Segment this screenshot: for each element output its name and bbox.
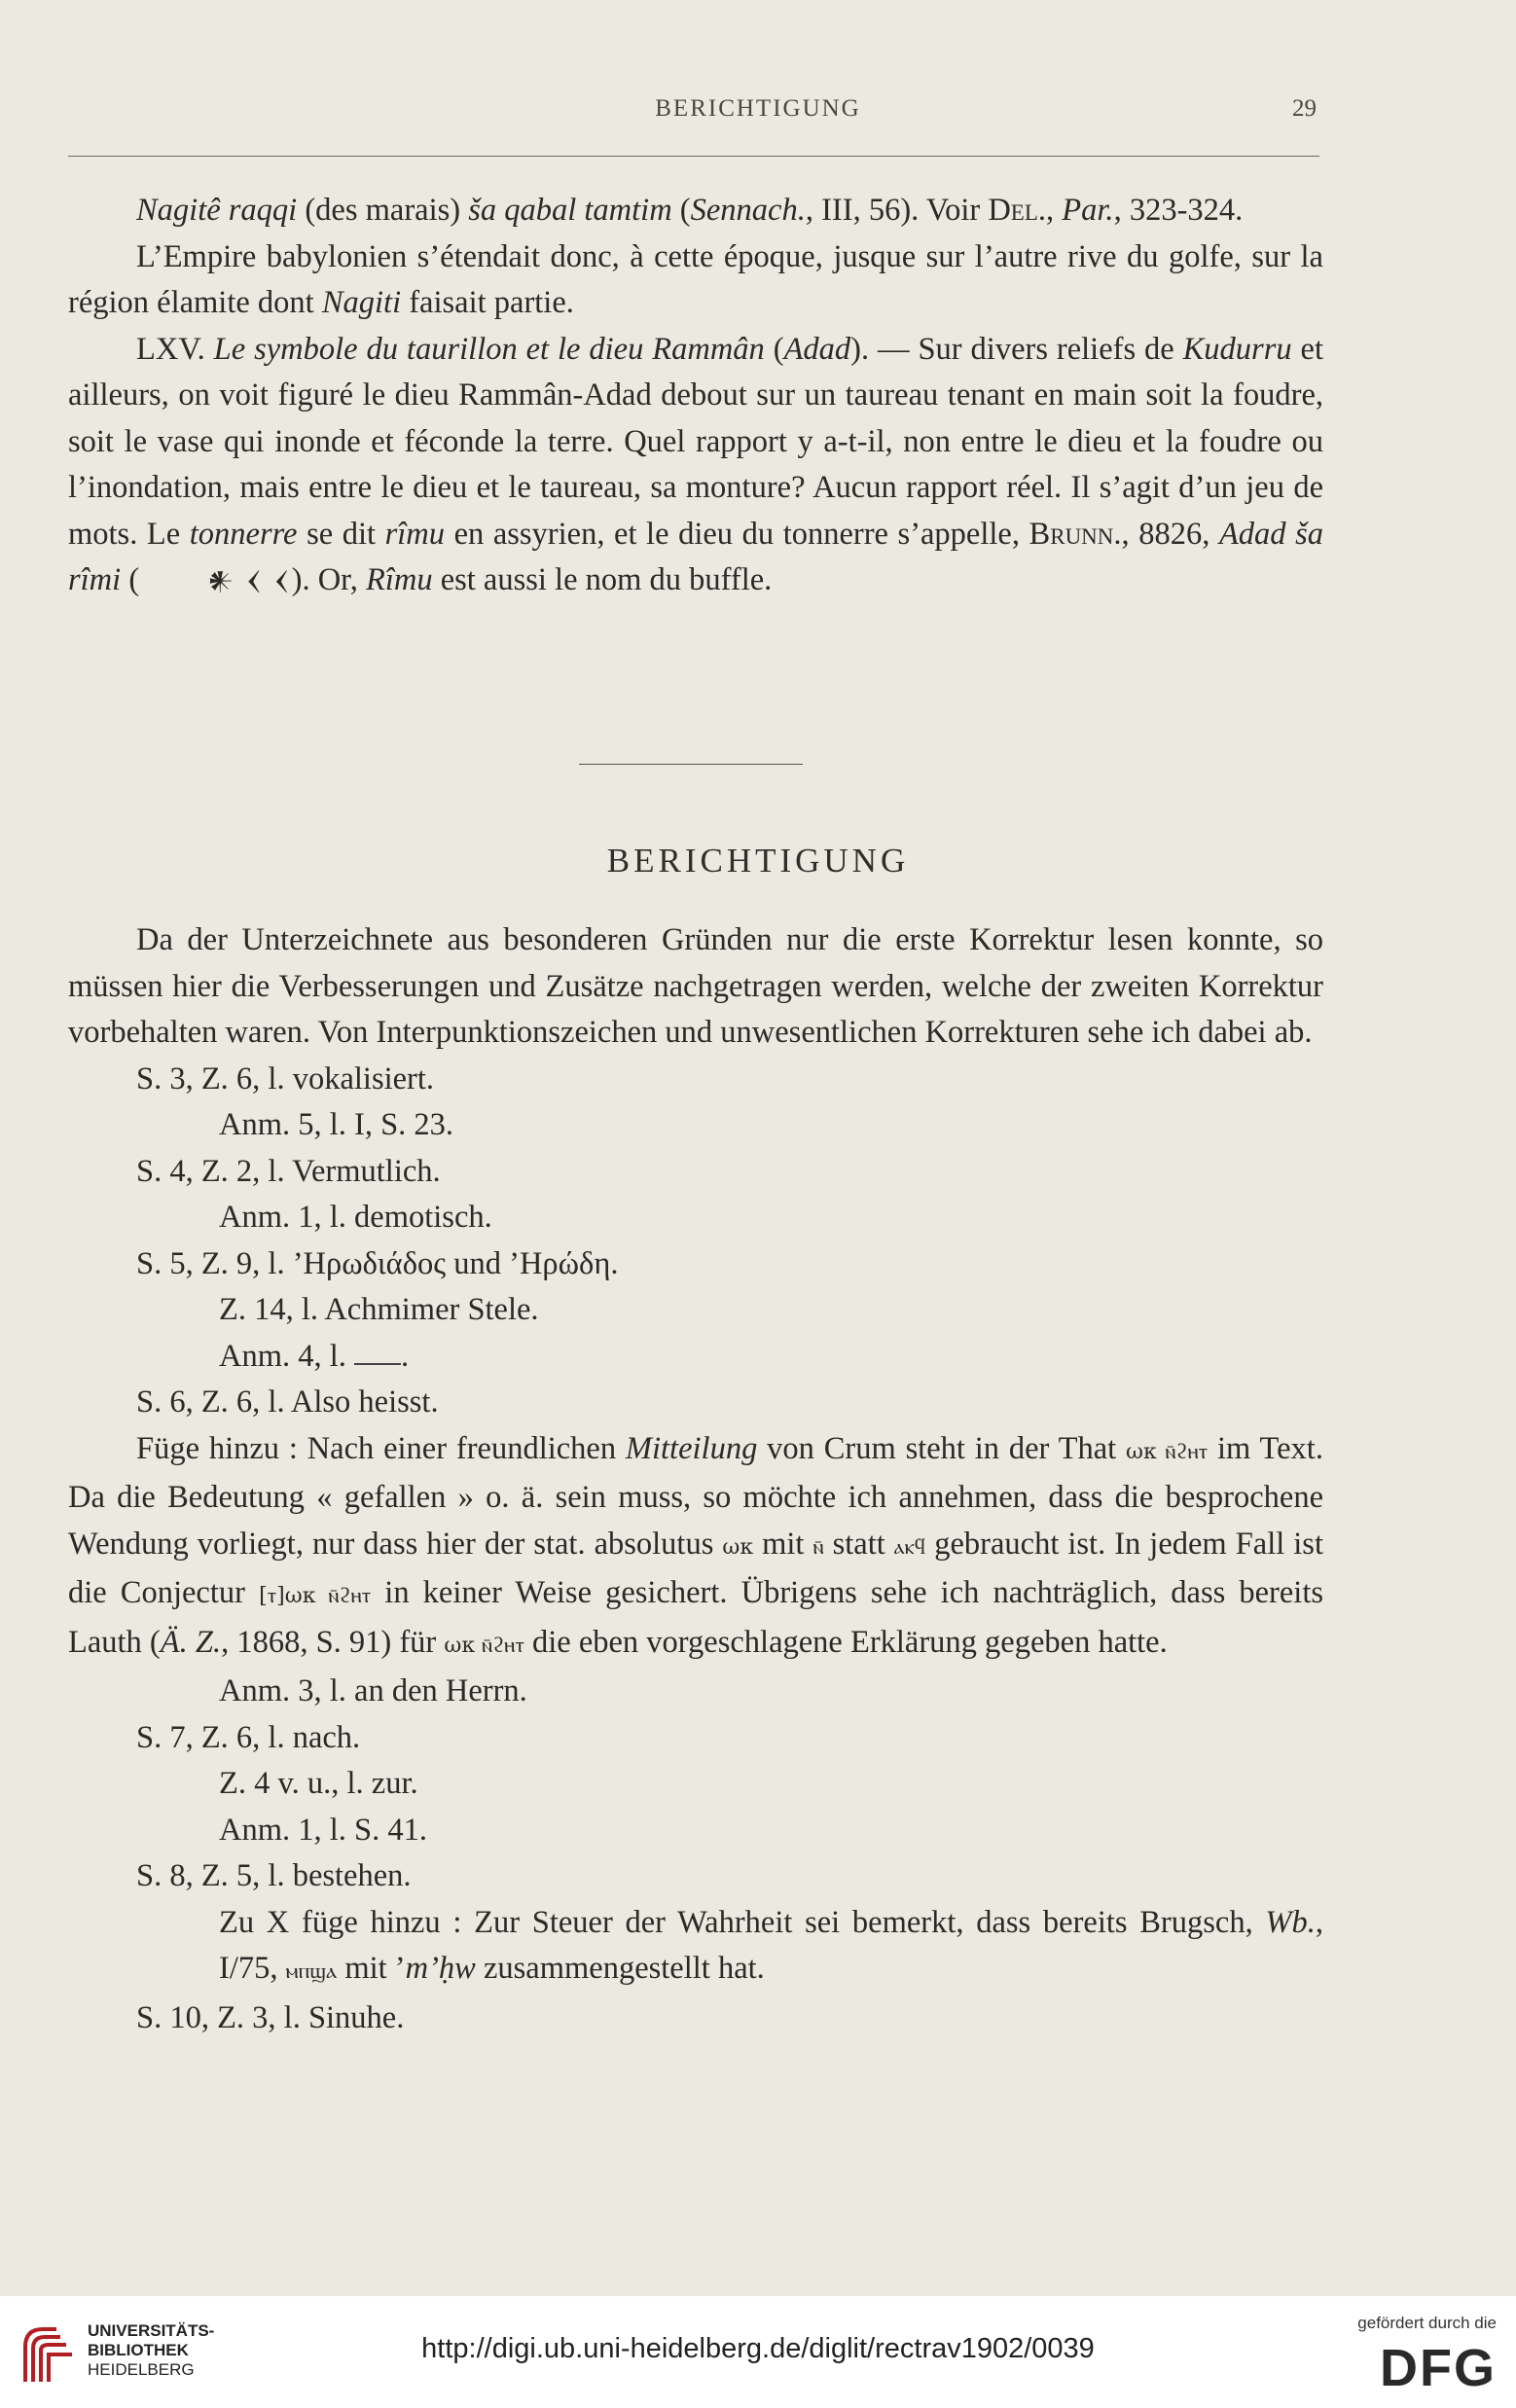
correction-line: S. 3, Z. 6, l. vokalisiert.: [136, 1060, 435, 1096]
text-span: Nagiti: [321, 285, 402, 320]
text-span: se dit: [297, 516, 385, 552]
section-separator: [579, 764, 803, 765]
text-span: Mitteilung: [625, 1430, 758, 1466]
correction-line: Anm. 3, l. an den Herrn.: [219, 1673, 527, 1708]
text-span: faisait partie.: [401, 285, 574, 320]
coptic-text: ωκ: [722, 1534, 754, 1560]
text-span: (: [121, 562, 140, 597]
coptic-text: ωκ ⲛ̄ϩⲏⲧ: [1126, 1439, 1209, 1464]
correction-line-zu-x: [68, 1900, 1323, 1995]
text-span: statt: [823, 1526, 894, 1562]
correction-line: S. 10, Z. 3, l. Sinuhe.: [136, 1999, 405, 2035]
correction-line: S. 8, Z. 5, l. bestehen.: [136, 1858, 412, 1893]
text-span: , 8826,: [1121, 516, 1219, 552]
text-span: Brunn.: [1029, 516, 1122, 552]
text-span: Anm. 4, l.: [219, 1338, 346, 1374]
text-span: Le symbole du taurillon et le dieu Rammân: [213, 331, 765, 367]
text-span: Adad: [783, 331, 851, 367]
text-span: L’Empire babylonien s’étendait donc, à cette époque, jusque sur l’autre rive du golfe, sur la région élamite dont: [68, 238, 1323, 320]
paragraph-fuge: [68, 1426, 1323, 1670]
correction-line: S. 7, Z. 6, l. nach.: [136, 1719, 361, 1755]
text-span: , I/75,: [219, 1904, 1323, 1986]
text-span: m’ḥw: [405, 1951, 476, 1986]
text-span: Ä. Z.: [160, 1624, 222, 1660]
library-name-line: BIBLIOTHEK: [88, 2341, 189, 2359]
text-span: (: [764, 331, 784, 367]
library-name-line: HEIDELBERG: [88, 2360, 195, 2379]
text-block-berichtigung: [68, 917, 1323, 2041]
correction-line: S. 4, Z. 2, l. Vermutlich.: [136, 1153, 441, 1189]
running-head: [0, 95, 1516, 125]
correction-line: Anm. 5, l. I, S. 23.: [219, 1107, 454, 1142]
text-span: Del.: [988, 193, 1047, 228]
text-span: rîmu: [384, 516, 446, 552]
running-head-title: BERICHTIGUNG: [655, 95, 861, 122]
hieroglyph-mark: [354, 1351, 401, 1365]
text-span: Adad ša rîmi: [68, 516, 1324, 597]
coptic-text: ⲛ̄: [812, 1534, 824, 1560]
page-number: 29: [1292, 95, 1317, 122]
text-span: ). Or,: [291, 562, 366, 597]
text-span: ,: [1046, 193, 1063, 228]
text-span: est aussi le nom du buffle.: [432, 562, 773, 597]
text-span: gebraucht ist. In jedem Fall ist die Conjectur: [68, 1526, 1323, 1610]
text-span: et ailleurs, on voit figuré le dieu Rammân-Adad debout sur un taureau tenant en main soit la foudre, soit le vase qui inonde et féconde la terre. Quel rapport y a-t-il, non entre le dieu et la foudre ou l’inondation, mais entre le dieu et le taureau, sa monture? Aucun rapport réel. Il s’agit d’un jeu de mots. Le: [68, 331, 1323, 552]
text-span: ). — Sur divers reliefs de: [850, 331, 1183, 367]
text-span: zusammengestellt hat.: [475, 1951, 765, 1986]
text-span: .: [401, 1338, 410, 1374]
text-span: , 323-324.: [1113, 193, 1244, 228]
correction-line: Anm. 1, l. demotisch.: [219, 1200, 492, 1235]
text-span: en assyrien, et le dieu du tonnerre s’appelle,: [445, 516, 1029, 552]
coptic-text: ⲙⲡϣⲁ: [285, 1959, 338, 1984]
text-span: im Text. Da die Bedeutung « gefallen » o. ä. sein muss, so möchte ich annehmen, dass die besprochene Wendung vorliegt, nur dass hier der stat. absolutus: [68, 1430, 1323, 1562]
paragraph-intro: Da der Unterzeichnete aus besonderen Gründen nur die erste Korrektur lesen konnte, so müssen hier die Verbesserungen und Zusätze nachgetragen werden, welche der zweiten Korrektur vorbehalten waren. Von Interpunktionszeichen und unwesentlichen Korrekturen sehe ich dabei ab.: [68, 922, 1323, 1050]
text-span: , III, 56). Voir: [805, 193, 989, 228]
text-span: die eben vorgeschlagene Erklärung gegeben hatte.: [523, 1624, 1168, 1660]
paragraph-lxv: [68, 327, 1323, 606]
header-rule: [68, 156, 1319, 157]
text-span: Kudurru: [1182, 331, 1292, 367]
text-span: ša qabal tamtim: [468, 193, 672, 228]
text-span: Wb.: [1265, 1904, 1316, 1940]
text-block-top: [68, 188, 1323, 606]
text-span: von Crum steht in der That: [757, 1430, 1126, 1466]
digitization-footer: [0, 2296, 1516, 2408]
correction-line: Z. 4 v. u., l. zur.: [219, 1766, 418, 1801]
correction-line: S. 5, Z. 9, l. ’Ηρωδιάδος und ’Ηρώδη.: [136, 1245, 619, 1281]
text-span: (: [671, 193, 691, 228]
text-span: LXV.: [136, 331, 214, 367]
correction-line: Anm. 1, l. S. 41.: [219, 1812, 427, 1848]
coptic-text: ⲁⲕϥ: [893, 1534, 926, 1560]
text-span: in keiner Weise gesichert. Übrigens sehe ich nachträglich, dass bereits Lauth (: [68, 1575, 1324, 1660]
text-span: Füge hinzu : Nach einer freundlichen: [136, 1430, 626, 1466]
text-span: Nagitê raqqi: [136, 193, 298, 228]
text-span: Rîmu: [365, 562, 433, 597]
library-name-line: UNIVERSITÄTS-: [88, 2321, 215, 2340]
text-span: tonnerre: [189, 516, 298, 552]
text-span: mit ’: [337, 1951, 406, 1986]
correction-line: Z. 14, l. Achmimer Stele.: [219, 1292, 539, 1327]
text-span: mit: [753, 1526, 813, 1562]
correction-line: [68, 1334, 1323, 1381]
section-heading: BERICHTIGUNG: [606, 842, 910, 880]
text-span: Par.: [1062, 193, 1114, 228]
dfg-logo: DFG: [1380, 2339, 1497, 2397]
source-url-link[interactable]: http://digi.ub.uni-heidelberg.de/diglit/rectrav1902/0039: [421, 2333, 1095, 2364]
cuneiform-signs: 𒀭 𒌋 𒌋: [207, 567, 292, 596]
coptic-text: [ⲧ]ωκ ⲛ̄ϩⲏⲧ: [259, 1584, 372, 1608]
funded-by-label: gefördert durch die: [1357, 2314, 1497, 2332]
text-span: (des marais): [297, 193, 469, 228]
text-span: , 1868, S. 91) für: [221, 1624, 445, 1660]
text-span: Sennach.: [690, 193, 806, 228]
coptic-text: ωκ ⲛ̄ϩⲏⲧ: [444, 1633, 524, 1658]
paragraph-empire: [68, 234, 1323, 327]
correction-line: S. 6, Z. 6, l. Also heisst.: [136, 1384, 439, 1420]
paragraph-nagite: [68, 188, 1323, 234]
text-span: Zu X füge hinzu : Zur Steuer der Wahrheit sei bemerkt, dass bereits Brugsch,: [219, 1904, 1266, 1940]
